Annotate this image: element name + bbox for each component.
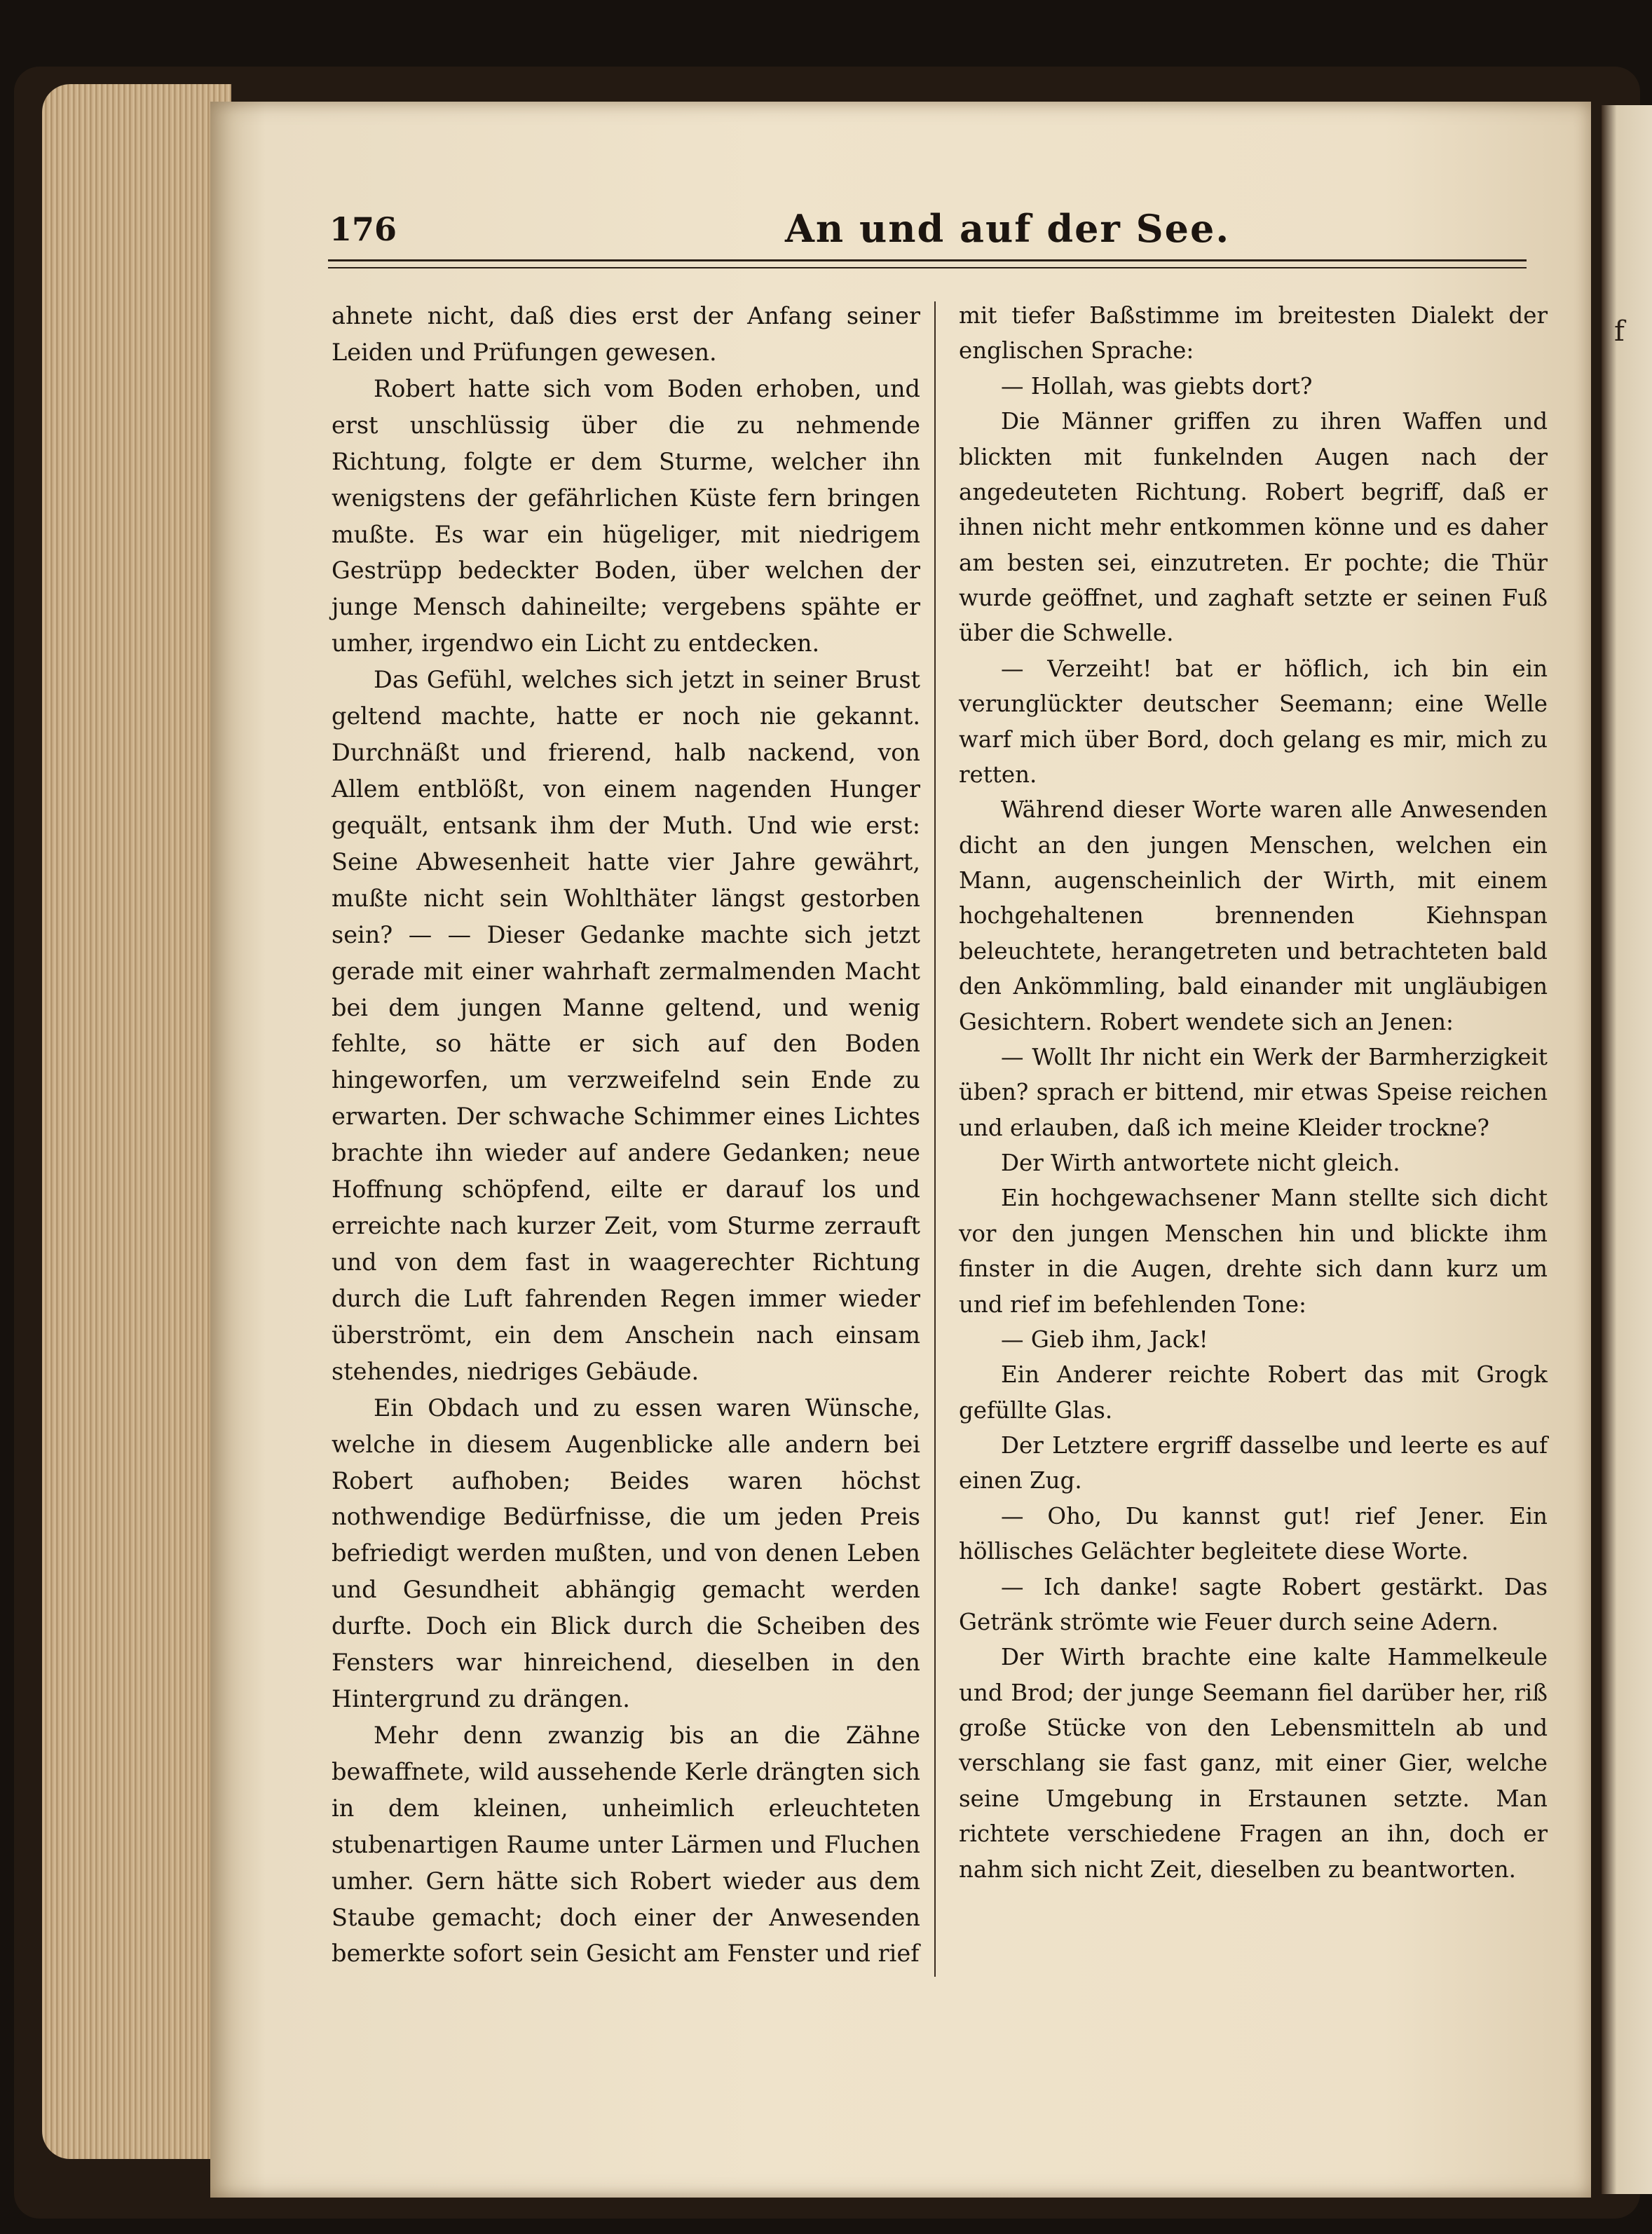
paragraph: — Hollah, was giebts dort? <box>1001 372 1313 400</box>
right-text-column <box>959 298 1548 1887</box>
paragraph: Die Männer griffen zu ihren Waffen und blickten mit funkelnden Augen nach der angedeuteten Richtung. Robert begriff, daß er ihnen nicht mehr entkommen könne und es daher am besten sei, einzutreten. Er pochte; die Thür wurde geöffnet, und zaghaft setzte er seinen Fuß über die Schwelle. <box>959 408 1548 647</box>
paragraph: — Oho, Du kannst gut! rief Jener. Ein höllisches Gelächter begleitete diese Worte. <box>959 1502 1548 1565</box>
page-edges <box>42 84 231 2159</box>
paragraph: Mehr denn zwanzig bis an die Zähne bewaffnete, wild aussehende Kerle drängten sich in dem kleinen, unheimlich erleuchteten stubenartigen Raume unter Lärmen und Fluchen umher. Gern hätte sich Robert wieder aus dem Staube gemacht; doch einer der Anwesenden bemerkte sofort sein Gesicht am Fenster und rief <box>332 1721 920 1968</box>
paragraph: Der Wirth brachte eine kalte Hammelkeule und Brod; der junge Seemann fiel darüber her, riß große Stücke von den Lebensmitteln ab und verschlang sie fast ganz, mit einer Gier, welche seine Umgebung in Erstaunen setzte. Man richtete verschiedene Fragen an ihn, doch er nahm sich nicht Zeit, dieselben zu beantworten. <box>959 1644 1548 1883</box>
paragraph: — Gieb ihm, Jack! <box>1001 1326 1208 1353</box>
paragraph: — Verzeiht! bat er höflich, ich bin ein verunglückter deutscher Seemann; eine Welle warf mich über Bord, doch gelang es mir, mich zu retten. <box>959 655 1548 788</box>
paragraph: Ein Obdach und zu essen waren Wünsche, welche in diesem Augenblicke alle andern bei Robert aufhoben; Beides waren höchst nothwendige Bedürfnisse, die um jeden Preis befriedigt werden mußten, und von denen Leben und Gesundheit abhängig gemacht werden durfte. Doch ein Blick durch die Scheiben des Fensters war hinreichend, dieselben in den Hintergrund zu drängen. <box>332 1394 920 1713</box>
paragraph: Das Gefühl, welches sich jetzt in seiner Brust geltend machte, hatte er noch nie gekannt. Durchnäßt und frierend, halb nackend, von Allem entblößt, von einem nagenden Hunger gequält, entsank ihm der Muth. Und wie erst: Seine Abwesenheit hatte vier Jahre gewährt, mußte nicht sein Wohlthäter längst gestorben sein? — — Dieser Gedanke machte sich jetzt gerade mit einer wahrhaft zermalmenden Macht bei dem jungen Manne geltend, und wenig fehlte, so hätte er sich auf den Boden hingeworfen, um verzweifelnd sein Ende zu erwarten. Der schwache Schimmer eines Lichtes brachte ihn wieder auf andere Gedanken; neue Hoffnung schöpfend, eilte er darauf los und erreichte nach kurzer Zeit, vom Sturme zerrauft und von dem fast in waagerechter Richtung durch die Luft fahrenden Regen immer wieder überströmt, ein dem Anschein nach einsam stehendes, niedriges Gebäude. <box>332 666 920 1385</box>
column-divider <box>934 301 936 1977</box>
paragraph: — Wollt Ihr nicht ein Werk der Barmherzigkeit üben? sprach er bittend, mir etwas Speise reichen und erlauben, daß ich meine Kleider trockne? <box>959 1043 1548 1141</box>
next-page-edge <box>1602 105 1652 2194</box>
paragraph: mit tiefer Baßstimme im breitesten Dialekt der englischen Sprache: <box>959 302 1548 365</box>
next-page-fragment: f <box>1614 315 1625 348</box>
paragraph: Der Letztere ergriff dasselbe und leerte es auf einen Zug. <box>959 1432 1548 1494</box>
running-title: An und auf der See. <box>785 206 1231 251</box>
paragraph: Ein Anderer reichte Robert das mit Grogk gefüllte Glas. <box>959 1361 1548 1424</box>
paragraph: Der Wirth antwortete nicht gleich. <box>1001 1150 1400 1176</box>
page-number: 176 <box>329 210 397 248</box>
header-rule <box>328 259 1527 268</box>
paragraph: — Ich danke! sagte Robert gestärkt. Das Getränk strömte wie Feuer durch seine Adern. <box>959 1573 1548 1635</box>
left-text-column <box>332 298 920 1972</box>
paragraph: Robert hatte sich vom Boden erhoben, und erst unschlüssig über die zu nehmende Richtung, folgte er dem Sturme, welcher ihn wenigstens der gefährlichen Küste fern bringen mußte. Es war ein hügeliger, mit niedrigem Gestrüpp bedeckter Boden, über welchen der junge Mensch dahineilte; vergebens spähte er umher, irgendwo ein Licht zu entdecken. <box>332 374 920 658</box>
paragraph: Während dieser Worte waren alle Anwesenden dicht an den jungen Menschen, welchen ein Mann, augenscheinlich der Wirth, mit einem hochgehaltenen brennenden Kiehnspan beleuchtete, herangetreten und betrachteten bald den Ankömmling, bald einander mit ungläubigen Gesichtern. Robert wendete sich an Jenen: <box>959 796 1548 1035</box>
paragraph: Ein hochgewachsener Mann stellte sich dicht vor den jungen Menschen hin und blickte ihm finster in die Augen, drehte sich dann kurz um und rief im befehlenden Tone: <box>959 1185 1548 1318</box>
paragraph: ahnete nicht, daß dies erst der Anfang seiner Leiden und Prüfungen gewesen. <box>332 302 920 366</box>
